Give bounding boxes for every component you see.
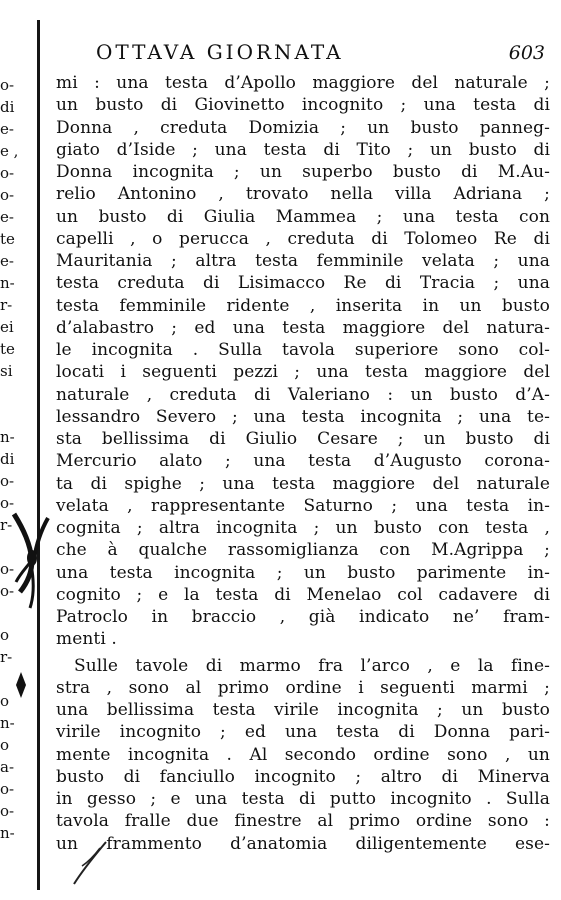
paragraph-2 [56,655,550,855]
text-line: giato d’Iside ; una testa di Tito ; un busto di [56,139,550,160]
text-line: in gesso ; e una testa di putto incognito . Sulla [56,789,550,809]
left-page-fragment: e- [0,252,14,270]
text-line: naturale , creduta di Valeriano : un busto d’A- [56,384,550,405]
left-page-fragment: r- [0,648,13,666]
body-text [56,72,550,855]
text-line: Mauritania ; altra testa femminile velata ; una [56,251,550,271]
left-page-fragment: r- [0,516,13,534]
text-line: d’alabastro ; ed una testa maggiore del natura- [56,317,550,338]
text-line: cognita ; altra incognita ; un busto con testa , [56,518,550,538]
text-line: sta bellissima di Giulio Cesare ; un busto di [56,429,550,449]
left-page-fragment: o [0,736,10,754]
text-line: un busto di Giulia Mammea ; una testa con [56,206,550,227]
left-page-fragment: di [0,98,15,116]
text-line: testa femminile ridente , inserita in un busto [56,295,550,316]
text-line: virile incognito ; ed una testa di Donna pari- [56,722,550,743]
text-line: ta di spighe ; una testa maggiore del naturale [56,473,550,494]
left-page-fragment: e- [0,120,14,138]
text-line: busto di fanciullo incognito ; altro di Minerva [56,766,550,787]
running-head [96,40,551,70]
left-page-fragment: n- [0,824,15,842]
left-page-fragment: o- [0,582,15,600]
text-line: Sulle tavole di marmo fra l’arco , e la fine- [74,655,550,676]
left-page-edge-fragments [0,74,34,844]
page-number: 603 [508,42,545,64]
text-line: mi : una testa d’Apollo maggiore del naturale ; [56,73,550,93]
text-line: una testa incognita ; un busto parimente in- [56,562,550,583]
left-page-fragment: te [0,340,15,358]
left-page-fragment: o- [0,164,15,182]
text-line: cognito ; e la testa di Menelao col cadavere di [56,584,550,605]
left-page-fragment: o- [0,780,15,798]
left-page-fragment: o- [0,76,15,94]
text-line: velata , rappresentante Saturno ; una testa in- [56,495,550,516]
left-page-fragment: n- [0,714,15,732]
left-page-fragment: o- [0,560,15,578]
text-line: locati i seguenti pezzi ; una testa maggiore del [56,362,550,383]
left-page-fragment: o- [0,802,15,820]
text-line: una bellissima testa virile incognita ; un busto [56,700,550,720]
left-page-fragment: a- [0,758,15,776]
text-line: stra , sono al primo ordine i seguenti marmi ; [56,677,550,698]
left-page-fragment [0,404,34,426]
left-page-fragment: te [0,230,15,248]
text-line: le incognita . Sulla tavola superiore sono col- [56,340,550,360]
text-line: Donna incognita ; un superbo busto di M.Au- [56,162,550,182]
page-gutter-line [37,20,40,890]
left-page-fragment: ei [0,318,14,336]
text-line: relio Antonino , trovato nella villa Adriana ; [56,184,550,205]
left-page-fragment: e , [0,142,19,160]
text-line: capelli , o perucca , creduta di Tolomeo Re di [56,228,550,249]
text-line: Donna , creduta Domizia ; un busto panneg- [56,117,550,138]
left-page-fragment: o [0,626,10,644]
text-line: Mercurio alato ; una testa d’Augusto corona- [56,451,550,472]
gutter-mark-icon [14,672,28,698]
left-page-fragment: r- [0,296,13,314]
left-page-fragment: n- [0,428,15,446]
text-line: menti . [56,629,117,650]
text-line: un frammento d’anatomia diligentemente ese- [56,833,550,854]
text-line: lessandro Severo ; una testa incognita ; una te- [56,406,550,427]
left-page-fragment: o- [0,494,15,512]
text-line: mente incognita . Al secondo ordine sono , un [56,744,550,765]
paragraph-1 [56,72,550,651]
left-page-fragment: si [0,362,13,380]
left-page-fragment: e- [0,208,14,226]
text-line: che à qualche rassomiglianza con M.Agrippa ; [56,540,550,561]
left-page-fragment: n- [0,274,15,292]
left-page-fragment [0,382,34,404]
text-line: tavola fralle due finestre al primo ordine sono : [56,811,550,832]
left-page-fragment: di [0,450,15,468]
text-line: testa creduta di Lisimacco Re di Tracia ; una [56,273,550,294]
text-line: un busto di Giovinetto incognito ; una testa di [56,95,550,116]
running-head-title: OTTAVA GIORNATA [96,40,344,64]
left-page-fragment: o- [0,472,15,490]
left-page-fragment: o- [0,186,15,204]
gutter-ornament-icon [10,510,50,610]
left-page-fragment: o [0,692,10,710]
text-line: Patroclo in braccio , già indicato ne’ fram- [56,607,550,627]
